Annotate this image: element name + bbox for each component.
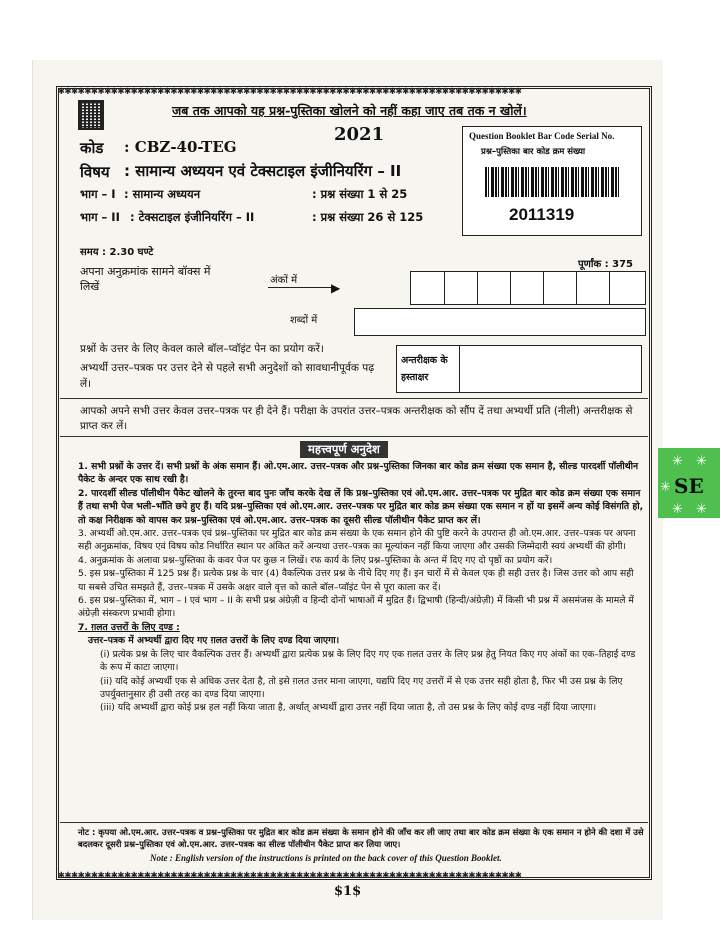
answer-sheet-note: आपको अपने सभी उत्तर केवल उत्तर–पत्रक पर ही देने हैं। परीक्षा के उपरांत उत्तर–पत्रक अन्तरीक्षक को सौंप दें तथा अभ्यर्थी प्रति (नीली) अन्तरीक्षक से प्राप्त कर लें। (80, 405, 633, 432)
serial-number: 2011319 (509, 205, 575, 224)
barcode-title-en: Question Booklet Bar Code Serial No. (469, 131, 615, 141)
exam-year: 2021 (334, 124, 385, 145)
instructions-list (78, 460, 644, 715)
english-version-note: Note : English version of the instructions is printed on the back cover of this Question Booklet. (150, 853, 502, 863)
part1-value: : सामान्य अध्ययन (124, 187, 201, 201)
star-icon: ✳ (696, 454, 707, 469)
instruction-item: 3. अभ्यर्थी ओ.एम.आर. उत्तर–पत्रक एवं प्रश्न–पुस्तिका पर मुद्रित बार कोड क्रम संख्या के एक समान होने की पुष्टि करने के उपरान्त ही ओ.एम.आर. उत्तर–पत्रक पर अपना सही अनुक्रमांक, विषय एवं विषय कोड निर्धारित स्थान पर अंकित करें अन्यथा उत्तर–पत्रक का मूल्यांकन नहीं किया जाएगा और उसकी जिम्मेदारी स्वयं अभ्यर्थी की होगी। (78, 528, 636, 553)
part1-label: भाग – I (80, 187, 116, 201)
roll-number-words-box[interactable] (354, 308, 646, 336)
star-icon: ✳ (672, 502, 683, 517)
part2-label: भाग – II (80, 210, 120, 224)
instruction-item: 5. इस प्रश्न–पुस्तिका में 125 प्रश्न हैं। प्रत्येक प्रश्न के चार (4) वैकल्पिक उत्तर प्रश्न के नीचे दिए गए हैं। इन चारों में से केवल एक ही सही उत्तर है। जिस उत्तर को आप सही या सबसे उचित समझते हैं, उत्तर–पत्रक में उसके अक्षर वाले वृत्त को काले बॉल–प्वॉइंट पेन से पूरा काला कर दें। (78, 568, 634, 593)
instruction-item: 1. सभी प्रश्नों के उत्तर दें। सभी प्रश्नों के अंक समान हैं। ओ.एम.आर. उत्तर–पत्रक और प्रश्न–पुस्तिका जिनका बार कोड क्रम संख्या एक समान है, सील्ड पारदर्शी पॉलीथीन पैकेट के अन्दर एक साथ रखी है। (78, 461, 639, 486)
subject-tab (658, 448, 720, 518)
page-number: $1$ (334, 884, 362, 899)
roll-number-instruction: अपना अनुक्रमांक सामने बॉक्स में लिखें (80, 265, 211, 293)
divider (60, 436, 648, 437)
bottom-note: नोट : कृपया ओ.एम.आर. उत्तर–पत्रक व प्रश्न–पुस्तिका पर मुद्रित बार कोड क्रम संख्या के समान होने की जाँच कर ली जाए तथा बार कोड क्रम संख्या के एक समान न होने की दशा में उसे बदलकर दूसरी प्रश्न–पुस्तिका एवं ओ.एम.आर. उत्तर–पत्रक का सील्ड पॉलीथीन पैकेट प्राप्त कर लिया जाए। (78, 827, 644, 849)
part2-questions: : प्रश्न संख्या 26 से 125 (312, 210, 424, 224)
max-marks: पूर्णांक : 375 (578, 259, 634, 270)
in-words-label: शब्दों में (290, 315, 318, 326)
star-icon: ✳ (672, 454, 683, 469)
exam-time: समय : 2.30 घण्टे (80, 247, 154, 258)
pen-instruction: प्रश्नों के उत्तर के लिए केवल काले बॉल–प्वॉइंट पेन का प्रयोग करें। (80, 343, 324, 355)
divider (60, 822, 648, 823)
arrow-line (268, 287, 336, 288)
instruction-item: (i) प्रत्येक प्रश्न के लिए चार वैकल्पिक उत्तर हैं। अभ्यर्थी द्वारा प्रत्येक प्रश्न के लिए दिए गए एक ग़लत उत्तर के लिए प्रश्न हेतु नियत किए गए अंकों का एक–तिहाई दण्ड के रूप में काटा जाएगा। (100, 648, 636, 674)
star-border-top: ✱✱✱✱✱✱✱✱✱✱✱✱✱✱✱✱✱✱✱✱✱✱✱✱✱✱✱✱✱✱✱✱✱✱✱✱✱✱✱✱✱✱✱✱✱✱✱✱✱✱✱✱✱✱✱✱✱✱✱✱✱✱✱✱✱✱✱✱✱✱ (58, 84, 522, 97)
instruction-item: (iii) यदि अभ्यर्थी द्वारा कोई प्रश्न हल नहीं किया जाता है, अर्थात् अभ्यर्थी द्वारा उत्तर नहीं दिया जाता है, तो उस प्रश्न के लिए कोई दण्ड नहीं दिया जाएगा। (100, 702, 597, 714)
barcode-title-hi: प्रश्न–पुस्तिका बार कोड क्रम संख्या (481, 147, 586, 157)
header-notice: जब तक आपको यह प्रश्न-पुस्तिका खोलने को नहीं कहा जाए तब तक न खोलें। (172, 103, 527, 118)
subject-label: विषय (80, 163, 110, 181)
instruction-item: (ii) यदि कोई अभ्यर्थी एक से अधिक उत्तर देता है, तो इसे ग़लत उत्तर माना जाएगा, यद्यपि दिए गए उत्तरों में से एक उत्तर सही होता है, फिर भी उस प्रश्न के लिए उपर्युक्तानुसार ही उसी तरह का दण्ड दिया जाएगा। (100, 675, 623, 700)
part2-value: : टेक्सटाइल इंजीनियरिंग – II (130, 210, 255, 224)
instruction-item: उत्तर–पत्रक में अभ्यर्थी द्वारा दिए गए ग़लत उत्तरों के लिए दण्ड दिया जाएगा। (88, 635, 340, 647)
part1-questions: : प्रश्न संख्या 1 से 25 (312, 187, 408, 201)
code-value: : CBZ-40-TEG (124, 138, 237, 156)
subject-value: : सामान्य अध्ययन एवं टेक्सटाइल इंजीनियरिंग – II (124, 162, 402, 180)
code-label: कोड (80, 139, 104, 157)
qr-code (78, 100, 104, 130)
read-instruction: अभ्यर्थी उत्तर–पत्रक पर उत्तर देने से पहले सभी अनुदेशों को सावधानीपूर्वक पढ़ लें। (80, 362, 375, 390)
roll-number-digits-box[interactable] (410, 271, 646, 305)
instruction-item: 7. ग़लत उत्तरों के लिए दण्ड : (78, 621, 180, 633)
star-border-bottom: ✱✱✱✱✱✱✱✱✱✱✱✱✱✱✱✱✱✱✱✱✱✱✱✱✱✱✱✱✱✱✱✱✱✱✱✱✱✱✱✱✱✱✱✱✱✱✱✱✱✱✱✱✱✱✱✱✱✱✱✱✱✱✱✱✱✱✱✱✱✱ (58, 868, 522, 881)
invigilator-sign-label: अन्तरीक्षक के हस्ताक्षर (401, 355, 448, 383)
instruction-item: 2. पारदर्शी सील्ड पॉलीथीन पैकेट खोलने के तुरन्त बाद पुनः जाँच करके देख लें कि प्रश्न–पुस्तिका एवं ओ.एम.आर. उत्तर–पत्रक पर मुद्रित बार कोड क्रम संख्या एक समान हैं तथा सभी पेज भली–भाँति छपे हुए हैं। यदि प्रश्न–पुस्तिका एवं ओ.एम.आर. उत्तर–पत्रक पर मुद्रित बार कोड क्रम संख्या एक समान न हों या इसमें अन्य कोई विसंगति हो, तो कक्ष निरीक्षक को वापस कर प्रश्न–पुस्तिका एवं ओ.एम.आर. उत्तर–पत्रक का दूसरी सील्ड पॉलीथीन पैकेट प्राप्त कर लें। (78, 487, 644, 526)
subject-tab-text: SE (674, 474, 704, 498)
in-digits-label: अंकों में (270, 275, 298, 286)
star-icon: ✳ (696, 502, 707, 517)
barcode-image (485, 167, 619, 197)
instruction-item: 6. इस प्रश्न–पुस्तिका में, भाग – I एवं भाग – II के सभी प्रश्न अंग्रेज़ी व हिन्दी दोनों भाषाओं में मुद्रित हैं। द्विभाषी (हिन्दी/अंग्रेज़ी) में किसी भी प्रश्न में असमंजस के मामले में अंग्रेज़ी संस्करण प्रभावी होगा। (78, 595, 634, 620)
arrow-head-icon: ▶ (331, 281, 341, 295)
divider (60, 398, 648, 399)
important-instructions-heading: महत्त्वपूर्ण अनुदेश (300, 441, 388, 458)
barcode-box (462, 126, 642, 236)
instruction-item: 4. अनुक्रमांक के अलावा प्रश्न–पुस्तिका के कवर पेज पर कुछ न लिखें। रफ कार्य के लिए प्रश्न–पुस्तिका के अन्त में दिए गए दो पृष्ठों का प्रयोग करें। (78, 554, 553, 566)
invigilator-sign-box[interactable] (396, 345, 642, 393)
star-icon: ✳ (660, 480, 671, 495)
